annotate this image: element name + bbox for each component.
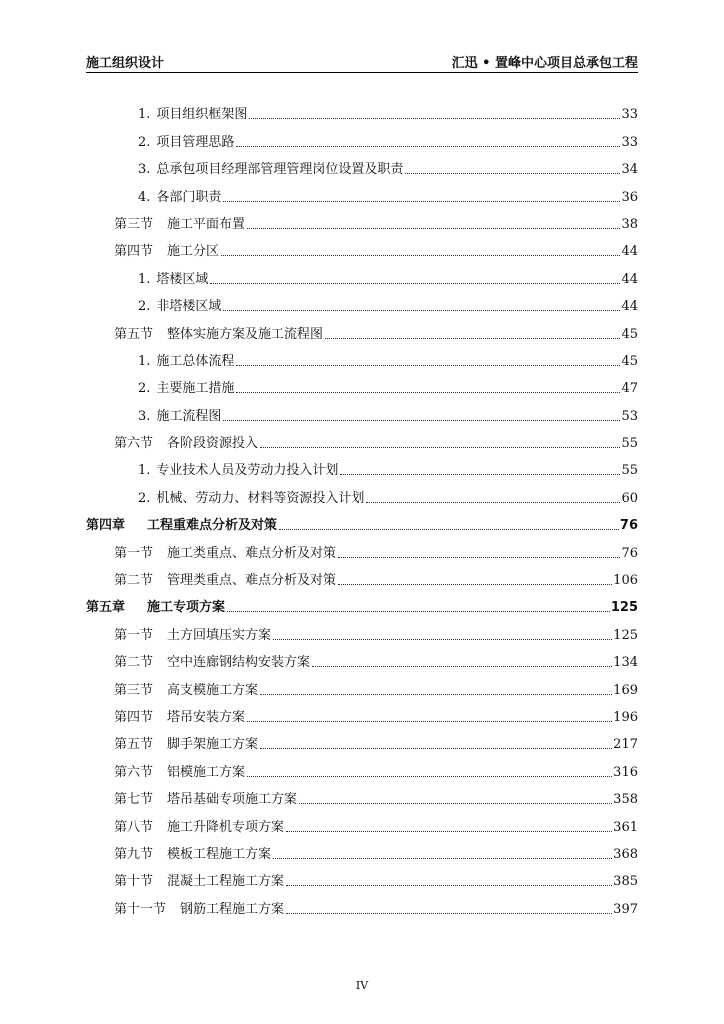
toc-entry-number: 2.	[138, 134, 151, 150]
toc-entry-page: 125	[610, 600, 638, 616]
toc-entry[interactable]	[86, 890, 638, 917]
toc-entry-page: 33	[621, 107, 638, 123]
toc-entry-title: 塔楼区域	[156, 271, 209, 287]
toc-leader-dots	[221, 255, 620, 256]
toc-entry-number: 2.	[138, 299, 151, 315]
toc-leader-dots	[247, 228, 620, 229]
toc-entry-number: 第九节	[114, 846, 154, 862]
toc-entry-title: 整体实施方案及施工流程图	[167, 326, 324, 342]
toc-entry-title: 各阶段资源投入	[167, 436, 259, 452]
toc-entry[interactable]	[86, 123, 638, 150]
toc-entry-label	[86, 327, 323, 343]
toc-entry-title: 塔吊基础专项施工方案	[167, 792, 298, 808]
toc-entry-title: 施工升降机专项方案	[167, 819, 285, 835]
toc-entry-title: 工程重难点分析及对策	[147, 518, 278, 534]
toc-leader-dots	[236, 365, 620, 366]
toc-entry-page: 385	[613, 874, 638, 890]
toc-entry-page: 44	[621, 271, 638, 287]
toc-entry[interactable]	[86, 425, 638, 452]
toc-leader-dots	[286, 831, 612, 832]
toc-entry-page: 106	[613, 573, 638, 589]
toc-entry-page: 53	[621, 408, 638, 424]
toc-entry-page: 33	[621, 134, 638, 150]
toc-leader-dots	[223, 201, 620, 202]
toc-entry[interactable]	[86, 589, 638, 616]
toc-entry-label	[86, 874, 284, 890]
toc-entry-title: 高支模施工方案	[167, 682, 259, 698]
toc-entry-title: 项目管理思路	[156, 134, 235, 150]
toc-entry-page: 45	[621, 353, 638, 369]
toc-leader-dots	[273, 858, 612, 859]
toc-entry-page: 358	[613, 792, 638, 808]
toc-entry-label	[86, 299, 221, 315]
toc-entry[interactable]	[86, 671, 638, 698]
toc-entry[interactable]	[86, 288, 638, 315]
toc-entry[interactable]	[86, 151, 638, 178]
toc-entry-label	[86, 655, 310, 671]
toc-entry-label	[86, 107, 247, 123]
toc-entry-page: 36	[621, 189, 638, 205]
toc-entry[interactable]	[86, 863, 638, 890]
toc-entry[interactable]	[86, 616, 638, 643]
toc-entry-number: 第三节	[114, 682, 154, 698]
toc-entry-title: 总承包项目经理部管理管理岗位设置及职责	[156, 162, 404, 178]
toc-leader-dots	[223, 420, 620, 421]
toc-entry-label	[86, 737, 258, 753]
toc-entry-number: 第二节	[114, 573, 154, 589]
toc-entry-page: 55	[621, 436, 638, 452]
toc-leader-dots	[286, 885, 612, 886]
page-number: IV	[355, 979, 369, 992]
toc-entry-number: 4.	[138, 189, 151, 205]
toc-entry-label	[86, 820, 284, 836]
toc-entry-title: 塔吊安装方案	[167, 709, 246, 725]
toc-entry-number: 1.	[138, 463, 151, 479]
toc-entry[interactable]	[86, 562, 638, 589]
toc-entry-number: 第五节	[114, 737, 154, 753]
toc-entry-number: 第三节	[114, 216, 154, 232]
toc-entry-title: 专业技术人员及劳动力投入计划	[156, 463, 339, 479]
toc-entry-page: 76	[621, 545, 638, 561]
toc-entry-number: 第十一节	[114, 901, 167, 917]
toc-entry-number: 第八节	[114, 819, 154, 835]
toc-entry-label	[86, 792, 297, 808]
toc-entry-title: 土方回填压实方案	[167, 627, 272, 643]
toc-leader-dots	[247, 721, 612, 722]
toc-entry-title: 施工总体流程	[156, 353, 235, 369]
toc-leader-dots	[405, 173, 620, 174]
toc-entry-number: 3.	[138, 408, 151, 424]
toc-leader-dots	[227, 611, 610, 612]
toc-entry-title: 施工类重点、难点分析及对策	[167, 545, 337, 561]
toc-leader-dots	[325, 338, 620, 339]
toc-entry-label	[86, 628, 271, 644]
toc-entry-number: 第四节	[114, 709, 154, 725]
toc-leader-dots	[247, 776, 612, 777]
toc-entry-page: 217	[613, 737, 638, 753]
toc-leader-dots	[279, 529, 619, 530]
toc-entry-title: 施工平面布置	[167, 216, 246, 232]
toc-entry[interactable]	[86, 370, 638, 397]
toc-entry-label	[86, 902, 284, 918]
toc-entry-page: 134	[613, 655, 638, 671]
toc-entry-label	[86, 683, 258, 699]
toc-entry-page: 316	[613, 764, 638, 780]
toc-entry-title: 非塔楼区域	[156, 299, 222, 315]
toc-entry-title: 铝模施工方案	[167, 764, 246, 780]
toc-leader-dots	[236, 392, 620, 393]
toc-entry[interactable]	[86, 644, 638, 671]
toc-entry-title: 项目组织框架图	[156, 107, 248, 123]
toc-entry[interactable]	[86, 507, 638, 534]
toc-entry[interactable]	[86, 343, 638, 370]
toc-leader-dots	[366, 502, 620, 503]
header-project-title: 汇迅 • 置峰中心项目总承包工程	[451, 56, 638, 71]
toc-entry-number: 3.	[138, 162, 151, 178]
toc-leader-dots	[260, 748, 612, 749]
toc-entry-number: 第一节	[114, 627, 154, 643]
toc-entry-page: 38	[621, 216, 638, 232]
page-header	[86, 50, 638, 73]
toc-entry[interactable]	[86, 452, 638, 479]
toc-entry-page: 34	[621, 162, 638, 178]
header-doc-title: 施工组织设计	[86, 56, 165, 71]
toc-entry[interactable]	[86, 315, 638, 342]
toc-leader-dots	[299, 803, 612, 804]
toc-entry[interactable]	[86, 479, 638, 506]
toc-entry-page: 361	[613, 819, 638, 835]
toc-leader-dots	[340, 474, 620, 475]
toc-entry-number: 第四节	[114, 244, 154, 260]
toc-entry-label	[86, 162, 403, 178]
toc-entry-number: 第五章	[86, 600, 126, 616]
toc-entry[interactable]	[86, 699, 638, 726]
toc-entry-label	[86, 381, 234, 397]
toc-entry[interactable]	[86, 206, 638, 233]
toc-entry-label	[86, 600, 225, 616]
toc-entry-number: 2.	[138, 381, 151, 397]
toc-entry-number: 第六节	[114, 764, 154, 780]
toc-entry-label	[86, 135, 234, 151]
toc-entry-number: 第五节	[114, 326, 154, 342]
toc-leader-dots	[249, 118, 620, 119]
toc-entry-page: 44	[621, 299, 638, 315]
toc-entry-page: 44	[621, 244, 638, 260]
toc-leader-dots	[312, 666, 612, 667]
toc-entry[interactable]	[86, 96, 638, 123]
toc-entry-label	[86, 491, 364, 507]
toc-entry-page: 47	[621, 381, 638, 397]
toc-entry-label	[86, 463, 338, 479]
toc-leader-dots	[223, 310, 620, 311]
toc-entry-label	[86, 710, 245, 726]
toc-entry[interactable]	[86, 781, 638, 808]
toc-entry-number: 第二节	[114, 655, 154, 671]
toc-entry-number: 第六节	[114, 436, 154, 452]
toc-entry-title: 混凝土工程施工方案	[167, 874, 285, 890]
toc-entry-label	[86, 354, 234, 370]
toc-entry-number: 第四章	[86, 518, 126, 534]
toc-entry-label	[86, 436, 258, 452]
toc-entry-label	[86, 518, 277, 534]
toc-leader-dots	[338, 557, 620, 558]
toc-entry-number: 1.	[138, 107, 151, 123]
toc-entry-label	[86, 546, 336, 562]
toc-entry-number: 第十节	[114, 874, 154, 890]
toc-entry-title: 施工分区	[167, 244, 220, 260]
toc-entry-page: 169	[613, 682, 638, 698]
toc-entry[interactable]	[86, 178, 638, 205]
toc-entry-page: 397	[613, 901, 638, 917]
toc-leader-dots	[260, 447, 620, 448]
toc-entry-label	[86, 272, 208, 288]
toc-entry-number: 1.	[138, 271, 151, 287]
toc-entry-title: 各部门职责	[156, 189, 222, 205]
toc-entry-page: 60	[621, 490, 638, 506]
toc-entry[interactable]	[86, 397, 638, 424]
toc-entry-label	[86, 847, 271, 863]
toc-entry-number: 第一节	[114, 545, 154, 561]
toc-entry-title: 模板工程施工方案	[167, 846, 272, 862]
toc-entry-label	[86, 244, 219, 260]
toc-entry[interactable]	[86, 808, 638, 835]
toc-entry-page: 125	[613, 627, 638, 643]
toc-entry[interactable]	[86, 726, 638, 753]
toc-entry-title: 空中连廊钢结构安装方案	[167, 655, 311, 671]
toc-leader-dots	[210, 283, 620, 284]
toc-entry-number: 第七节	[114, 792, 154, 808]
toc-entry-page: 55	[621, 463, 638, 479]
toc-entry-title: 机械、劳动力、材料等资源投入计划	[156, 490, 365, 506]
toc-leader-dots	[236, 146, 620, 147]
toc-entry-label	[86, 217, 245, 233]
toc-entry-page: 368	[613, 846, 638, 862]
toc-entry-title: 脚手架施工方案	[167, 737, 259, 753]
toc-entry-title: 施工专项方案	[147, 600, 226, 616]
toc-entry-number: 2.	[138, 490, 151, 506]
toc-entry-label	[86, 765, 245, 781]
toc-leader-dots	[273, 639, 612, 640]
toc-entry-number: 1.	[138, 353, 151, 369]
toc-leader-dots	[338, 584, 612, 585]
toc-entry-page: 76	[619, 518, 638, 534]
toc-leader-dots	[260, 694, 612, 695]
table-of-contents	[86, 96, 638, 918]
toc-entry-label	[86, 409, 221, 425]
toc-entry[interactable]	[86, 836, 638, 863]
toc-entry[interactable]	[86, 753, 638, 780]
toc-entry[interactable]	[86, 260, 638, 287]
toc-entry-page: 196	[613, 709, 638, 725]
toc-entry-title: 施工流程图	[156, 408, 222, 424]
toc-entry[interactable]	[86, 233, 638, 260]
toc-entry-label	[86, 190, 221, 206]
toc-entry-title: 钢筋工程施工方案	[180, 901, 285, 917]
toc-entry-page: 45	[621, 326, 638, 342]
toc-entry-title: 主要施工措施	[156, 381, 235, 397]
toc-leader-dots	[286, 913, 612, 914]
toc-entry[interactable]	[86, 534, 638, 561]
toc-entry-label	[86, 573, 336, 589]
toc-entry-title: 管理类重点、难点分析及对策	[167, 573, 337, 589]
